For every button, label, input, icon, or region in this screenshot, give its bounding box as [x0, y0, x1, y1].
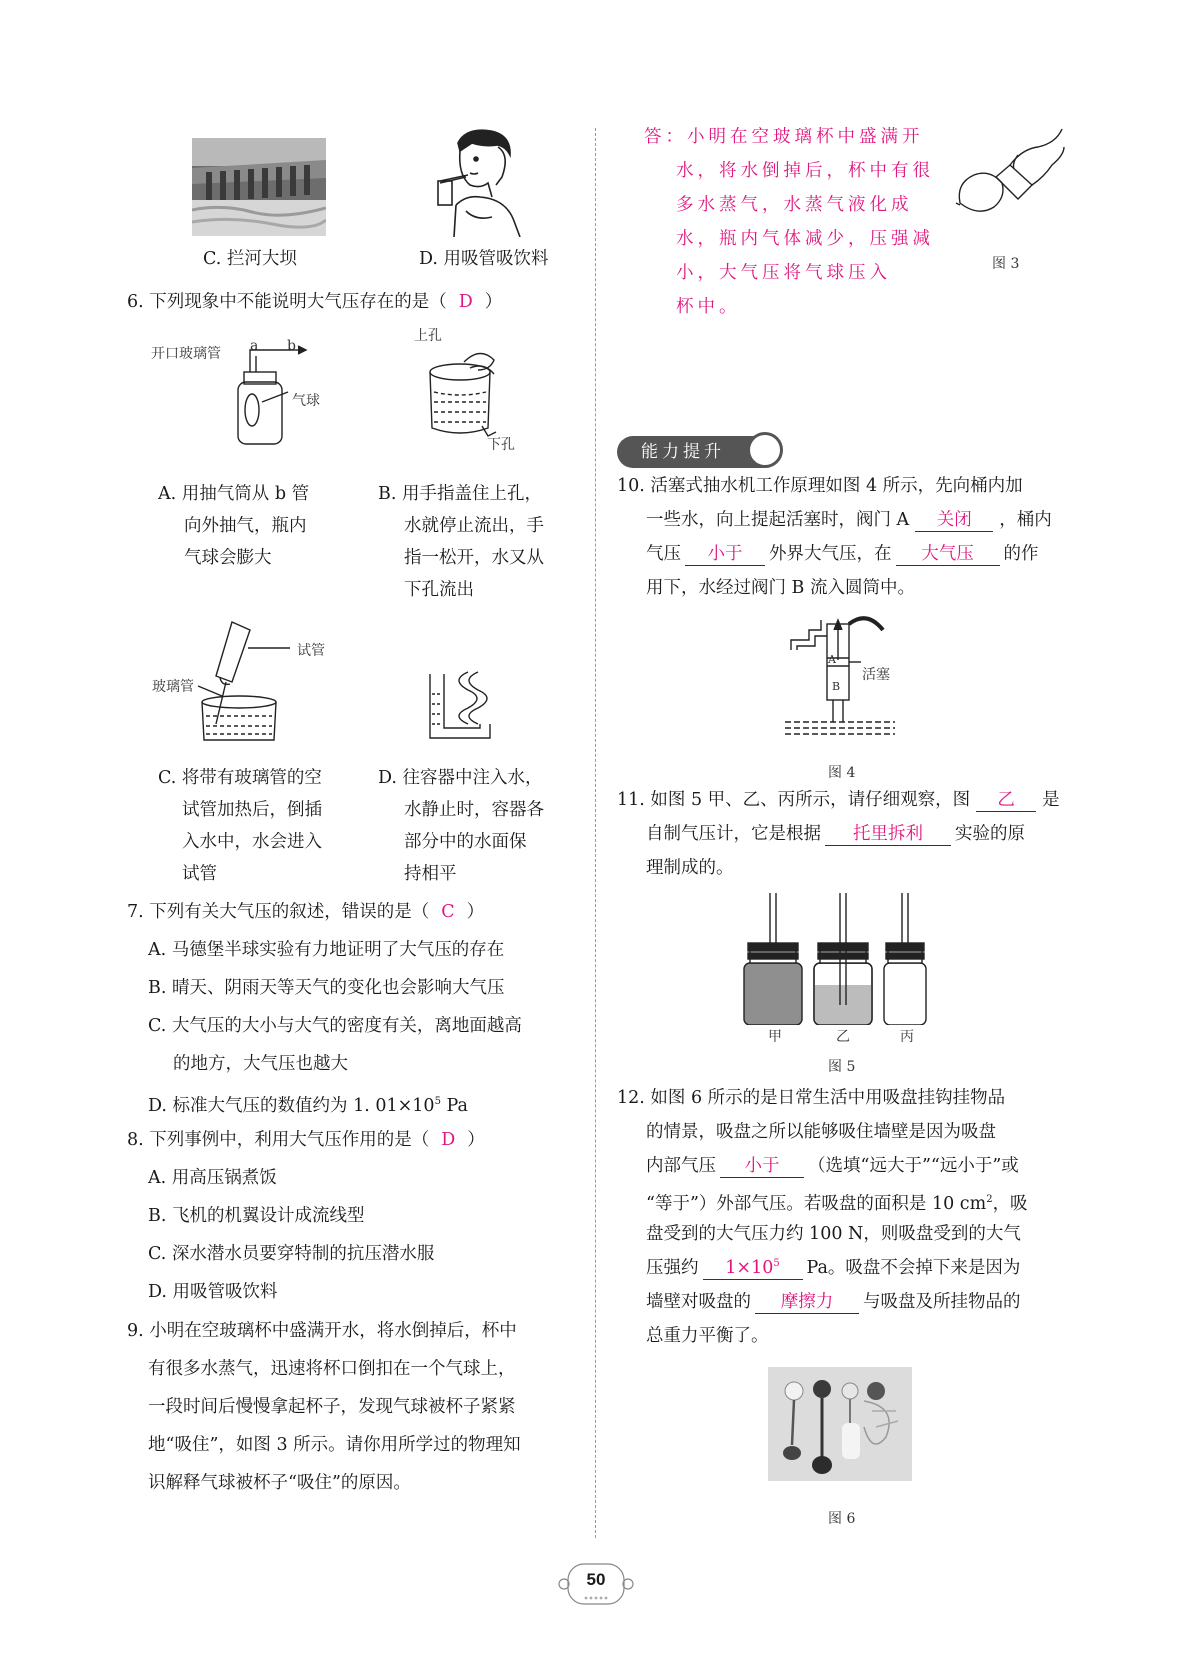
figure-balloon-cup: [952, 125, 1067, 225]
q9-answer: 答：小明在空玻璃杯中盛满开 水，将水倒掉后，杯中有很 多水蒸气，水蒸气液化成 水，瓶内气体减少，压强减 小，大气压将气球压入 杯中。: [644, 127, 934, 317]
q12-blank-friction: 摩擦力: [755, 1291, 859, 1314]
q6-option-a: A. 用抽气筒从 b 管 向外抽气，瓶内 气球会膨大: [158, 484, 310, 568]
column-divider: [595, 128, 596, 1538]
q5-option-c: C. 拦河大坝: [203, 249, 297, 269]
fig5-label-jia: 甲: [768, 1029, 782, 1045]
q8-answer: D: [441, 1130, 456, 1150]
fig4-label-b: B: [832, 680, 841, 693]
figure-connected-vessels: [420, 664, 500, 744]
q11-blank-experiment: 托里拆利: [825, 823, 951, 846]
q11-line1: 11. 如图 5 甲、乙、丙所示，请仔细观察，图 乙 是: [617, 790, 1060, 810]
q7-option-c-line1: C. 大气压的大小与大气的密度有关，离地面越高: [148, 1016, 522, 1036]
q12-line7: 墙壁对吸盘的 摩擦力 与吸盘及所挂物品的: [646, 1292, 1021, 1312]
q12-line6: 压强约 $1\times 10^5$ Pa。吸盘不会掉下来是因为: [646, 1252, 1020, 1284]
q8-option-c: C. 深水潜水员要穿特制的抗压潜水服: [148, 1244, 435, 1264]
q12-line8: 总重力平衡了。: [646, 1326, 769, 1346]
q10-line3: 气压 小于 外界大气压，在 大气压 的作: [646, 544, 1039, 564]
page-number-badge: [556, 1562, 636, 1608]
q12-line5: 盘受到的大气压力约 100 N，则吸盘受到的大气: [646, 1224, 1021, 1244]
q11-line2: 自制气压计，它是根据 托里拆利 实验的原: [646, 824, 1025, 844]
q7-option-d: D. 标准大气压的数值约为 1. $01\times 10^5$ Pa: [148, 1095, 468, 1116]
fig5-caption: 图 5: [828, 1059, 856, 1075]
q12-blank-inner-pressure: 小于: [720, 1155, 804, 1178]
figure-container-holes: [420, 340, 540, 450]
q7-option-c-line2: 的地方，大气压也越大: [173, 1054, 348, 1074]
fig-a-label-balloon: 气球: [292, 393, 320, 409]
q8-option-b: B. 飞机的机翼设计成流线型: [148, 1206, 365, 1226]
q11-line3: 理制成的。: [646, 858, 734, 878]
q10-blank-valve-a: 关闭: [915, 509, 993, 532]
q10-line2: 一些水，向上提起活塞时，阀门 A 关闭 ，桶内: [646, 510, 1052, 530]
q12-line4: “等于”）外部气压。若吸盘的面积是 10 $cm^2$，吸: [646, 1193, 1028, 1214]
q12-blank-pressure-value: $1\times 10^5$: [703, 1253, 803, 1280]
page-number: 50: [586, 1570, 606, 1589]
q7-option-a: A. 马德堡半球实验有力地证明了大气压的存在: [148, 940, 505, 960]
fig-a-label-tube: 开口玻璃管: [151, 346, 221, 362]
q12-line1: 12. 如图 6 所示的是日常生活中用吸盘挂钩挂物品: [617, 1088, 1006, 1108]
suction-hook-photo: [768, 1367, 912, 1481]
section-title-badge: 能力提升: [617, 436, 779, 468]
fig-c-label-glass-tube: 玻璃管: [152, 679, 194, 695]
fig-a-label-a: a: [250, 338, 259, 354]
fig-c-label-test-tube: 试管: [297, 643, 325, 659]
q7-answer: C: [441, 902, 455, 922]
q12-line2: 的情景，吸盘之所以能够吸住墙壁是因为吸盘: [646, 1122, 996, 1142]
q10-blank-pressure: 小于: [685, 543, 765, 566]
q12-line3: 内部气压 小于 （选填“远大于”“远小于”或: [646, 1156, 1019, 1176]
q8-stem: 8. 下列事例中，利用大气压作用的是（ D ）: [127, 1130, 485, 1150]
q8-option-a: A. 用高压锅煮饭: [148, 1168, 277, 1188]
q10-line1: 10. 活塞式抽水机工作原理如图 4 所示，先向桶内加: [617, 476, 1023, 496]
q6-option-d: D. 往容器中注入水， 水静止时，容器各 部分中的水面保 持相平: [378, 768, 544, 884]
fig5-label-bing: 丙: [900, 1029, 914, 1045]
q6-option-b: B. 用手指盖住上孔， 水就停止流出，手 指一松开，水又从 下孔流出: [378, 484, 544, 600]
q9-stem: 9. 小明在空玻璃杯中盛满开水，将水倒掉后，杯中 有很多水蒸气，迅速将杯口倒扣在一个气球上， 一段时间后慢慢拿起杯子，发现气球被杯子紧紧 地“吸住”，如图 3 所示。请你用所学过的物理知 识解释气球被杯子“吸住”的原因。: [127, 1321, 521, 1493]
q6-answer: D: [458, 292, 473, 312]
q8-option-d: D. 用吸管吸饮料: [148, 1282, 278, 1302]
q10-line4: 用下，水经过阀门 B 流入圆筒中。: [646, 578, 915, 598]
boy-drinking-straw-illustration: [436, 125, 526, 237]
fig4-label-a: A: [828, 653, 836, 666]
magnifier-icon: [747, 432, 783, 468]
fig3-caption: 图 3: [992, 256, 1020, 272]
q6-stem: 6. 下列现象中不能说明大气压存在的是（ D ）: [127, 292, 503, 312]
fig-b-label-top-hole: 上孔: [414, 328, 442, 344]
figure-three-bottles: [740, 893, 930, 1025]
fig4-label-piston: 活塞: [862, 667, 890, 683]
fig5-label-yi: 乙: [836, 1029, 850, 1045]
fig4-caption: 图 4: [828, 765, 856, 781]
q10-blank-force: 大气压: [896, 543, 1000, 566]
fig-b-label-bottom-hole: 下孔: [487, 437, 515, 453]
dam-photo: [192, 138, 326, 236]
q7-option-b: B. 晴天、阴雨天等天气的变化也会影响大气压: [148, 978, 505, 998]
q5-option-d: D. 用吸管吸饮料: [419, 249, 549, 269]
q7-stem: 7. 下列有关大气压的叙述，错误的是（ C ）: [127, 902, 485, 922]
q6-option-c: C. 将带有玻璃管的空 试管加热后，倒插 入水中，水会进入 试管: [158, 768, 322, 884]
q11-blank-figure: 乙: [976, 789, 1036, 812]
fig6-caption: 图 6: [828, 1511, 856, 1527]
fig-a-label-b: b: [287, 338, 296, 354]
